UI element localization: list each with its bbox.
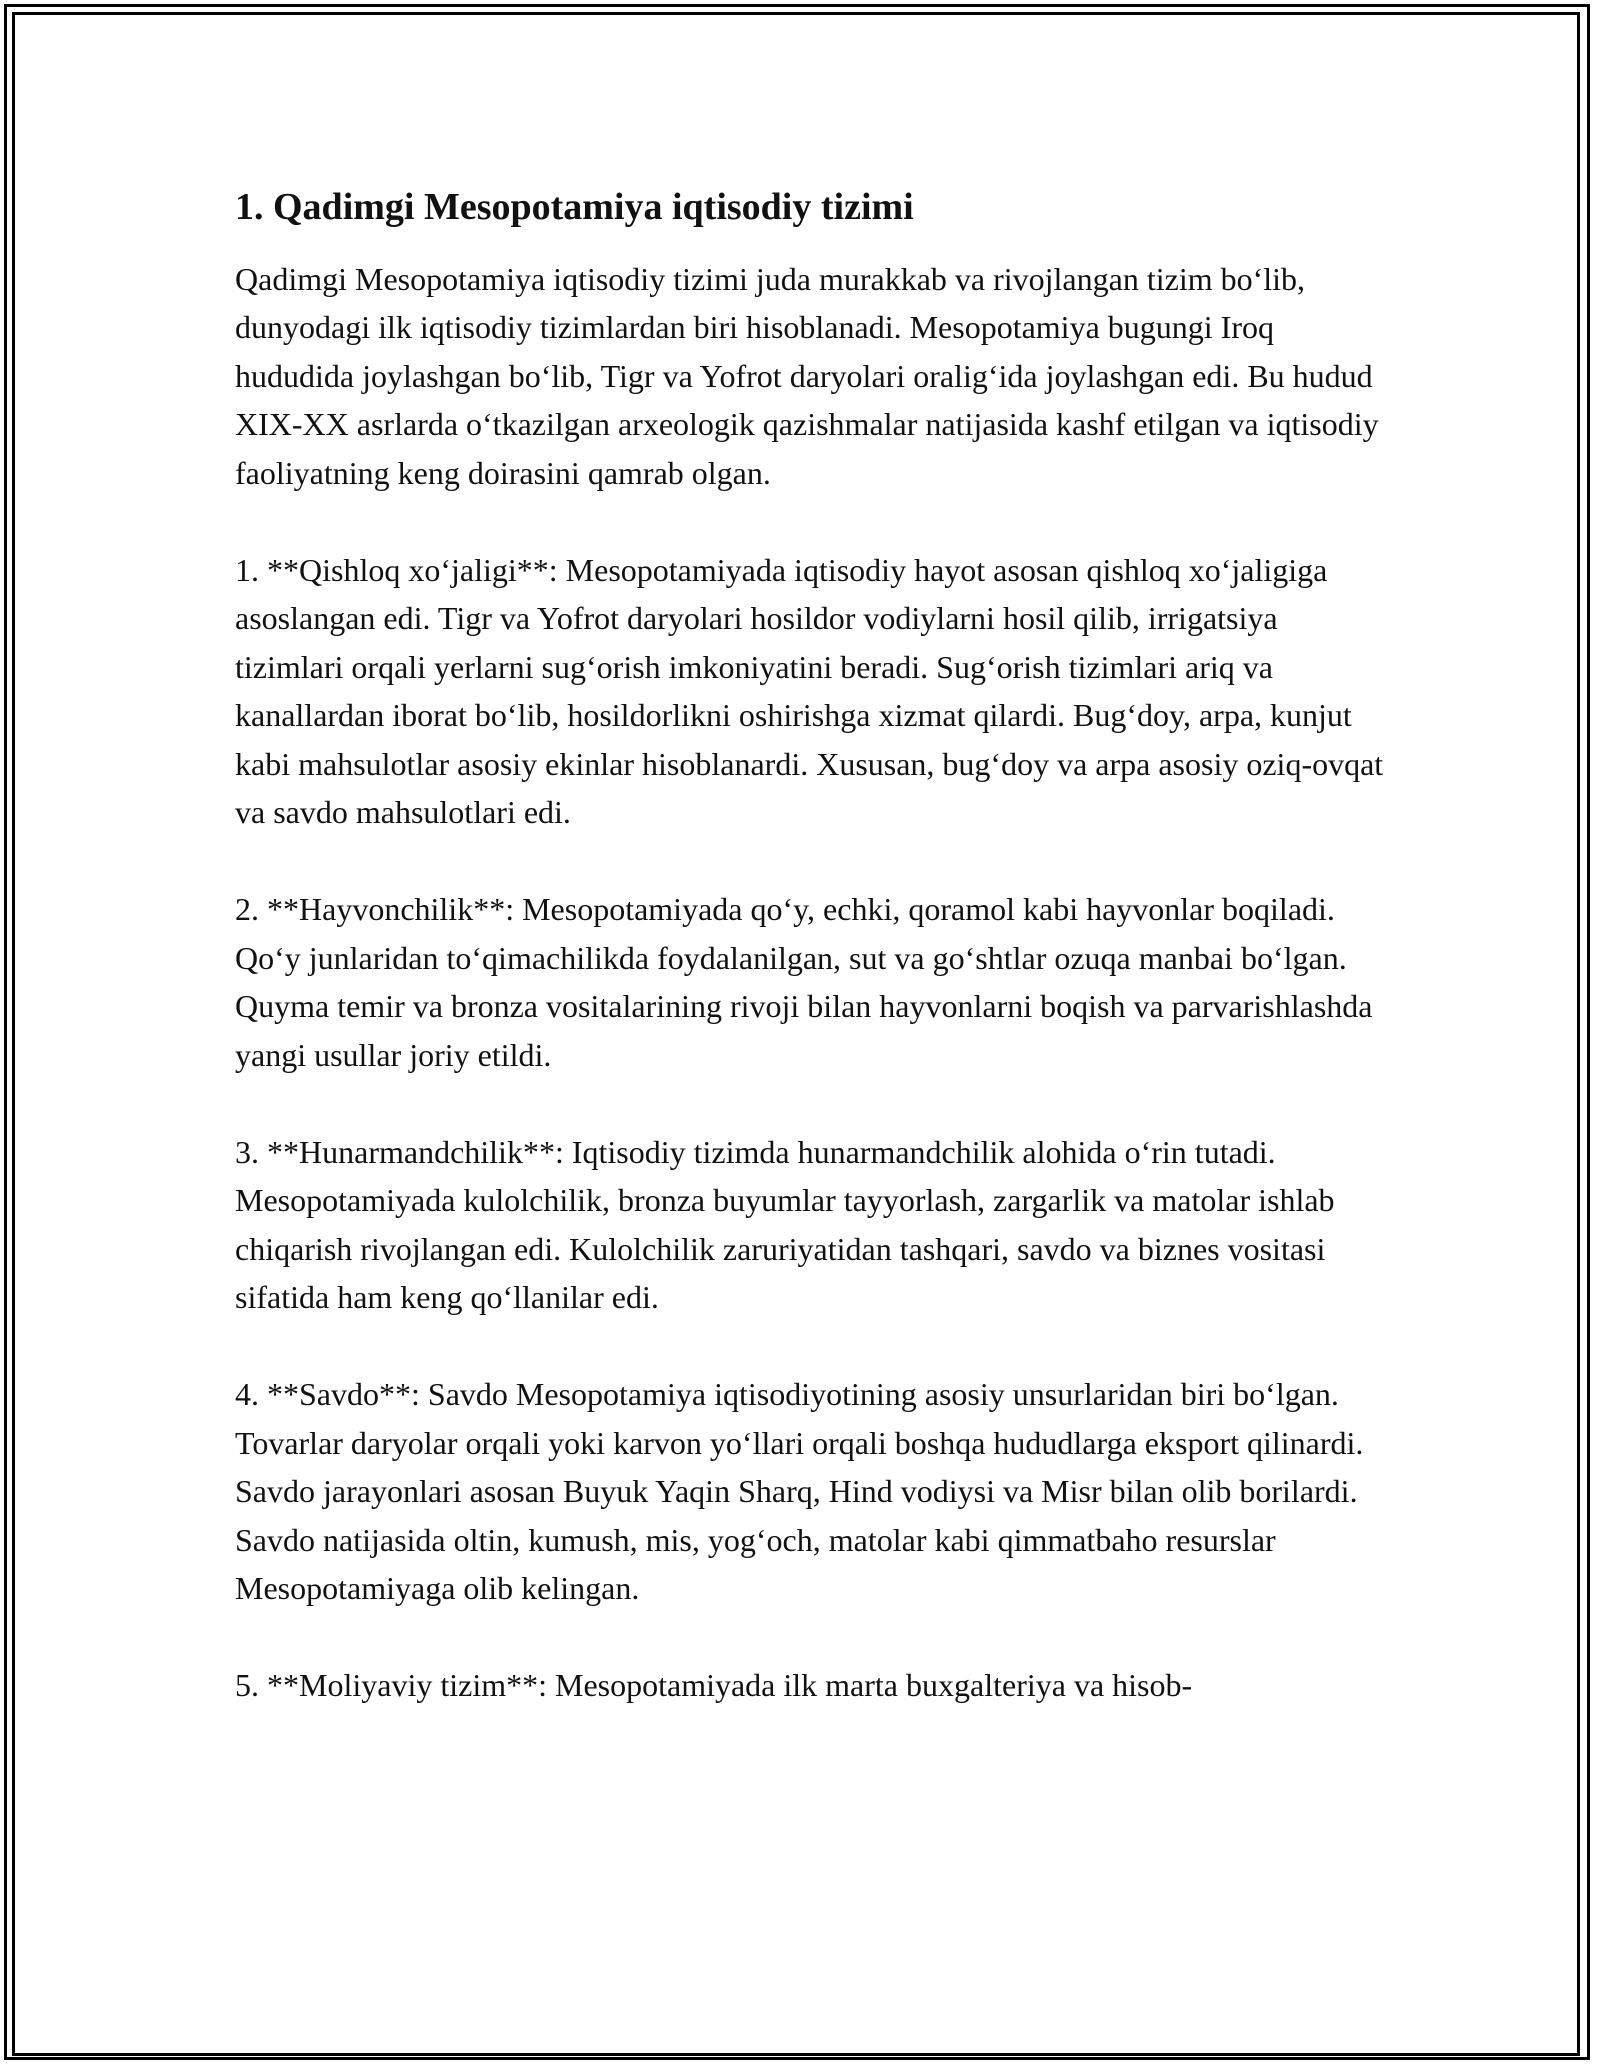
paragraph-crafts: 3. **Hunarmandchilik**: Iqtisodiy tizimda hunarmandchilik alohida o‘rin tutadi. Mesopotamiyada kulolchilik, bronza buyumlar tayyorlash, zargarlik va matolar ishlab chiqarish rivojlangan edi. Kulolchilik zaruriyatidan tashqari, savdo va biznes vositasi sifatida ham keng qo‘llanilar edi. — [235, 1133, 1335, 1316]
paragraph-agriculture: 1. **Qishloq xo‘jaligi**: Mesopotamiyada iqtisodiy hayot asosan qishloq xo‘jaligiga asoslangan edi. Tigr va Yofrot daryolari hosildor vodiylarni hosil qilib, irrigatsiya tizimlari orqali yerlarni sug‘orish imkoniyatini beradi. Sug‘orish tizimlari ariq va kanallardan iborat bo‘lib, hosildorlikni oshirishga xizmat qilardi. Bug‘doy, arpa, kunjut kabi mahsulotlar asosiy ekinlar hisoblanardi. Xususan, bug‘doy va arpa asosiy oziq-ovqat va savdo mahsulotlari edi. — [235, 551, 1384, 831]
paragraph-intro: Qadimgi Mesopotamiya iqtisodiy tizimi juda murakkab va rivojlangan tizim bo‘lib, dunyodagi ilk iqtisodiy tizimlardan biri hisoblanadi. Mesopotamiya bugungi Iroq hududida joylashgan bo‘lib, Tigr va Yofrot daryolari oralig‘ida joylashgan edi. Bu hudud XIX-XX asrlarda o‘tkazilgan arxeologik qazishmalar natijasida kashf etilgan va iqtisodiy faoliyatning keng doirasini qamrab olgan. — [235, 260, 1379, 491]
document-title: 1. Qadimgi Mesopotamiya iqtisodiy tizimi — [235, 186, 914, 228]
paragraph-finance: 5. **Moliyaviy tizim**: Mesopotamiyada ilk marta buxgalteriya va hisob- — [235, 1667, 1193, 1704]
paragraph-livestock: 2. **Hayvonchilik**: Mesopotamiyada qo‘y, echki, qoramol kabi hayvonlar boqiladi. Qo‘y junlaridan to‘qimachilikda foydalanilgan, sut va go‘shtlar ozuqa manbai bo‘lgan. Quyma temir va bronza vositalarining rivoji bilan hayvonlarni boqish va parvarishlashda yangi usullar joriy etildi. — [235, 891, 1373, 1073]
paragraph-trade: 4. **Savdo**: Savdo Mesopotamiya iqtisodiyotining asosiy unsurlaridan biri bo‘lgan. Tovarlar daryolar orqali yoki karvon yo‘llari orqali boshqa hududlarga eksport qilinardi. Savdo jarayonlari asosan Buyuk Yaqin Sharq, Hind vodiysi va Misr bilan olib borilardi. Savdo natijasida oltin, kumush, mis, yog‘och, matolar kabi qimmatbaho resurslar Mesopotamiyaga olib kelingan. — [235, 1376, 1364, 1607]
document-page — [235, 185, 1385, 1758]
